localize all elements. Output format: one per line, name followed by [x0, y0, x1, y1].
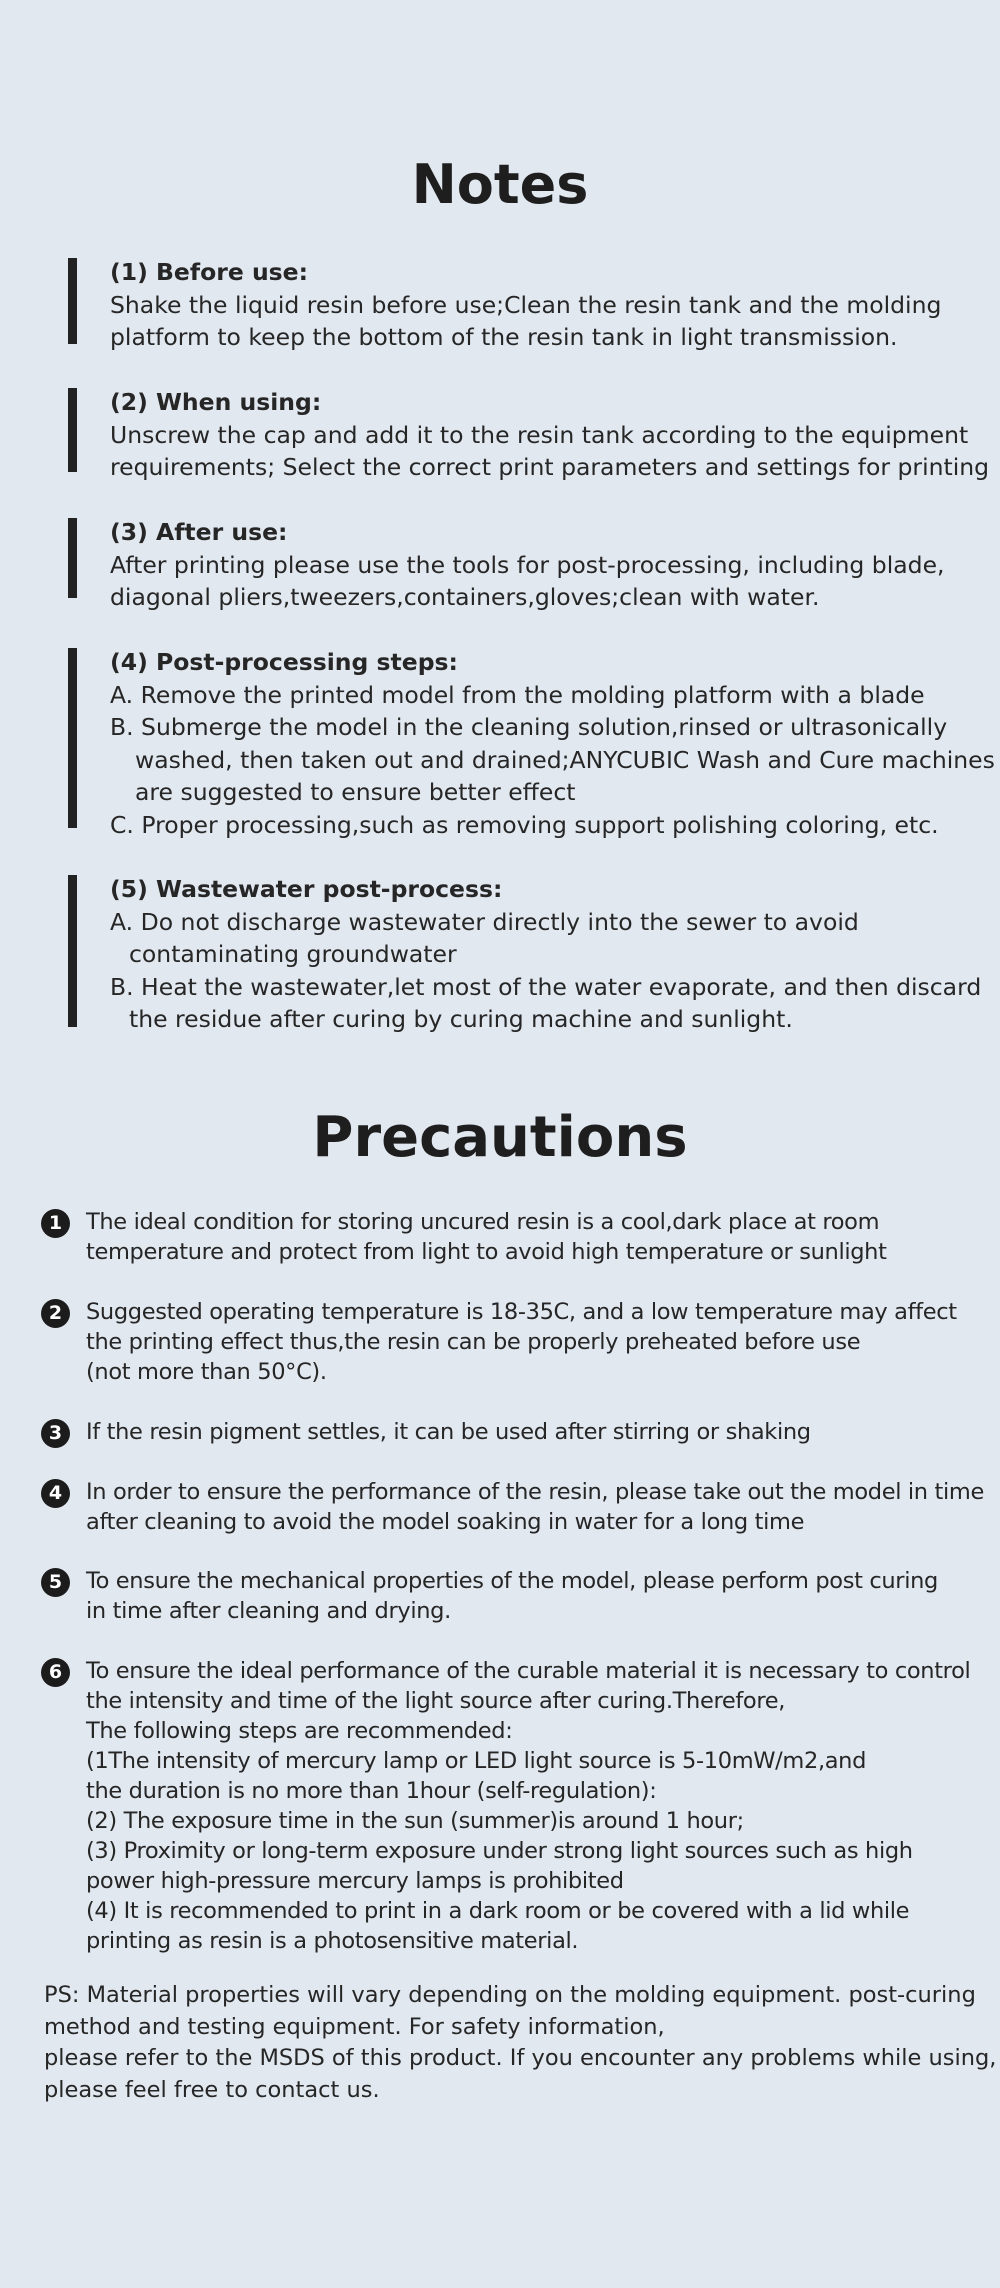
note-heading: (3) After use:	[110, 518, 288, 546]
precautions-title: Precautions	[312, 1105, 688, 1170]
note-text-line: contaminating groundwater	[129, 940, 457, 968]
note-text-line: diagonal pliers,tweezers,containers,gloves;clean with water.	[110, 583, 820, 611]
precaution-text-line: the duration is no more than 1hour (self-regulation):	[86, 1778, 657, 1804]
note-heading: (1) Before use:	[110, 258, 308, 286]
precaution-text-line: power high-pressure mercury lamps is prohibited	[86, 1868, 624, 1894]
note-heading: (5) Wastewater post-process:	[110, 875, 503, 903]
number-badge: 3	[41, 1419, 70, 1448]
precaution-text-line: the printing effect thus,the resin can be properly preheated before use	[86, 1329, 861, 1355]
note-accent-bar	[68, 875, 77, 1027]
ps-text-line: please feel free to contact us.	[44, 2076, 380, 2103]
ps-text-line: PS: Material properties will vary depending on the molding equipment. post-curing	[44, 1982, 976, 2008]
number-badge: 6	[41, 1658, 70, 1687]
precaution-item	[48, 1297, 976, 1387]
precaution-text-line: Suggested operating temperature is 18-35C, and a low temperature may affect	[86, 1299, 957, 1325]
note-accent-bar	[68, 518, 77, 598]
note-text-line: the residue after curing by curing machine and sunlight.	[129, 1005, 793, 1033]
note-text-line: are suggested to ensure better effect	[135, 778, 576, 806]
note-text-line: C. Proper processing,such as removing support polishing coloring, etc.	[110, 810, 939, 839]
ps-text-line: please refer to the MSDS of this product. If you encounter any problems while using,	[44, 2045, 997, 2071]
note-text-line: Shake the liquid resin before use;Clean the resin tank and the molding	[110, 290, 942, 319]
precaution-text-line: temperature and protect from light to avoid high temperature or sunlight	[86, 1239, 887, 1265]
precaution-text-line: The following steps are recommended:	[86, 1718, 513, 1744]
precaution-text-line: after cleaning to avoid the model soaking in water for a long time	[86, 1509, 805, 1535]
precaution-item	[48, 1207, 976, 1267]
notes-title: Notes	[411, 153, 589, 216]
note-heading: (4) Post-processing steps:	[110, 648, 458, 676]
precaution-item	[48, 1566, 976, 1626]
note-accent-bar	[68, 258, 77, 344]
note-text-line: Unscrew the cap and add it to the resin tank according to the equipment	[110, 420, 969, 449]
precaution-item	[48, 1417, 976, 1447]
ps-note	[44, 1980, 997, 2106]
number-badge: 5	[41, 1568, 70, 1597]
precaution-text-line: printing as resin is a photosensitive material.	[86, 1928, 579, 1954]
precaution-text-line: (2) The exposure time in the sun (summer)is around 1 hour;	[86, 1808, 744, 1834]
note-post-processing	[110, 646, 995, 841]
precaution-text-line: (4) It is recommended to print in a dark room or be covered with a lid while	[86, 1898, 910, 1924]
note-accent-bar	[68, 648, 77, 828]
note-after-use	[110, 516, 970, 614]
note-heading: (2) When using:	[110, 388, 322, 416]
note-text-line: A. Remove the printed model from the molding platform with a blade	[110, 680, 925, 709]
note-before-use	[110, 256, 970, 354]
number-badge: 1	[41, 1209, 70, 1238]
number-badge: 2	[41, 1299, 70, 1328]
note-text-line: B. Submerge the model in the cleaning solution,rinsed or ultrasonically	[110, 713, 948, 741]
precaution-text-line: (3) Proximity or long-term exposure under strong light sources such as high	[86, 1838, 913, 1864]
precaution-text-line: If the resin pigment settles, it can be used after stirring or shaking	[86, 1419, 811, 1445]
note-text-line: platform to keep the bottom of the resin tank in light transmission.	[110, 323, 898, 351]
precaution-text-line: in time after cleaning and drying.	[86, 1598, 451, 1624]
note-accent-bar	[68, 388, 77, 472]
precaution-text-line: (1The intensity of mercury lamp or LED light source is 5-10mW/m2,and	[86, 1748, 867, 1774]
precaution-text-line: (not more than 50°C).	[86, 1359, 327, 1385]
precaution-text-line: The ideal condition for storing uncured resin is a cool,dark place at room	[86, 1209, 880, 1235]
precaution-item	[48, 1656, 976, 1956]
number-badge: 4	[41, 1479, 70, 1508]
note-text-line: A. Do not discharge wastewater directly into the sewer to avoid	[110, 907, 859, 936]
note-text-line: B. Heat the wastewater,let most of the water evaporate, and then discard	[110, 972, 982, 1001]
note-text-line: washed, then taken out and drained;ANYCUBIC Wash and Cure machines	[135, 745, 995, 774]
note-when-using	[110, 386, 990, 484]
note-text-line: After printing please use the tools for post-processing, including blade,	[110, 550, 945, 579]
precaution-text-line: To ensure the mechanical properties of the model, please perform post curing	[86, 1568, 938, 1594]
precaution-text-line: In order to ensure the performance of the resin, please take out the model in time	[86, 1479, 984, 1505]
precaution-text-line: To ensure the ideal performance of the curable material it is necessary to control	[86, 1658, 971, 1684]
note-wastewater	[110, 873, 982, 1036]
note-text-line: requirements; Select the correct print parameters and settings for printing	[110, 453, 990, 481]
precaution-item	[48, 1477, 984, 1537]
ps-text-line: method and testing equipment. For safety information,	[44, 2013, 665, 2040]
precaution-text-line: the intensity and time of the light source after curing.Therefore,	[86, 1688, 786, 1714]
